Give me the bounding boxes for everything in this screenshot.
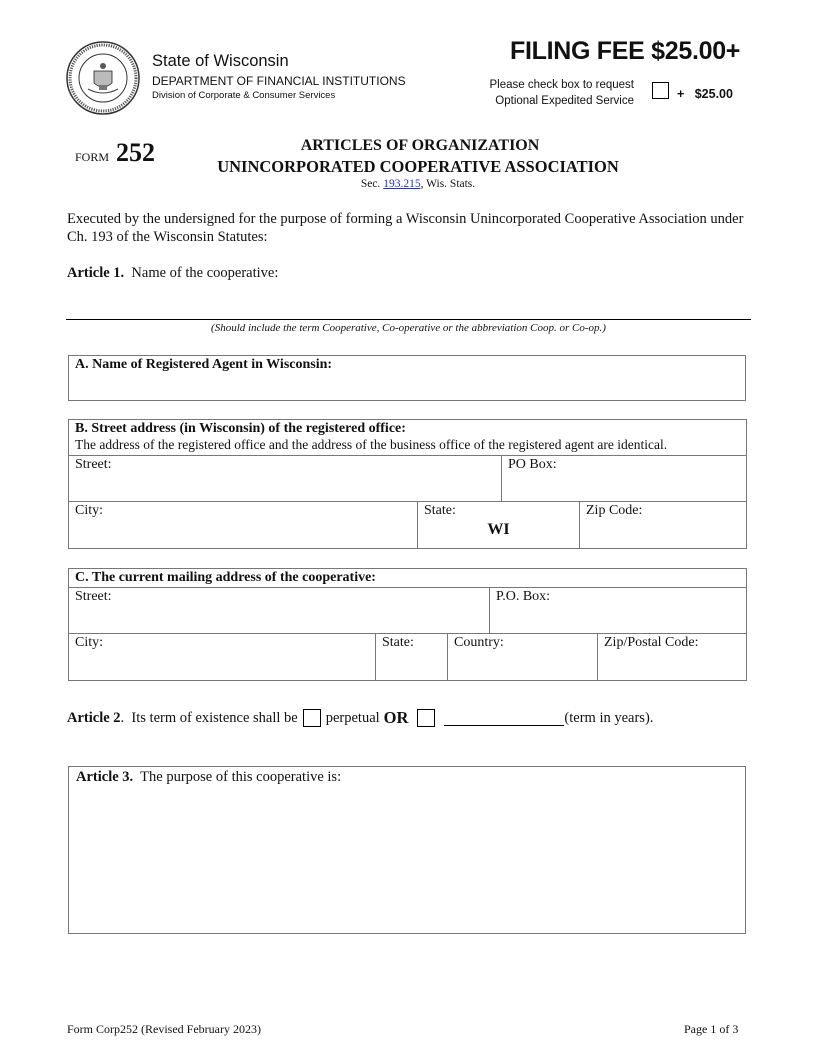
- statute-link[interactable]: 193.215: [383, 178, 421, 190]
- article-2: [67, 708, 653, 728]
- form-number: 252: [116, 138, 155, 167]
- section-c-zip-field[interactable]: [598, 634, 747, 681]
- section-b-state-field: [418, 502, 580, 549]
- section-b-header: [69, 420, 747, 456]
- section-b-subtitle: The address of the registered office and the address of the business office of the registered agent are identical.: [75, 437, 668, 452]
- section-c-city-field[interactable]: [69, 634, 376, 681]
- expedite-fee: + $25.00: [677, 87, 733, 101]
- expedited-service-checkbox[interactable]: [652, 82, 669, 99]
- form-title-line1: ARTICLES OF ORGANIZATION: [300, 137, 540, 154]
- cooperative-name-field[interactable]: [66, 319, 751, 320]
- section-c-pobox-field[interactable]: [490, 588, 747, 634]
- registered-agent-field[interactable]: [69, 356, 746, 401]
- footer-page-number: Page 1 of 3: [684, 1022, 739, 1036]
- section-c-street-label: Street:: [75, 589, 112, 604]
- section-b-state-label: State:: [424, 503, 456, 518]
- agency-department: DEPARTMENT OF FINANCIAL INSTITUTIONS: [152, 74, 406, 88]
- footer-form-id: Form Corp252 (Revised February 2023): [67, 1022, 261, 1036]
- article-1-text: Name of the cooperative:: [131, 265, 279, 281]
- state-seal-logo: [66, 41, 140, 115]
- agency-state-name: State of Wisconsin: [152, 52, 289, 70]
- article-1: [67, 265, 278, 282]
- statute-reference: [268, 178, 568, 190]
- term-label: (term in years).: [564, 709, 654, 726]
- expedite-note-line2: Optional Expedited Service: [495, 95, 634, 107]
- article-3-text: The purpose of this cooperative is:: [140, 769, 342, 785]
- intro-paragraph: Executed by the undersigned for the purpose of forming a Wisconsin Unincorporated Cooperative Association under Ch. 193 of the Wisconsin Statutes:: [67, 211, 744, 245]
- section-a-box: [68, 355, 746, 401]
- term-checkbox[interactable]: [417, 709, 435, 727]
- section-c-country-field[interactable]: [448, 634, 598, 681]
- section-b-pobox-label: PO Box:: [508, 457, 557, 472]
- section-b-street-field[interactable]: [69, 456, 502, 502]
- section-c-street-field[interactable]: [69, 588, 490, 634]
- agency-division: Division of Corporate & Consumer Services: [152, 90, 336, 101]
- filing-fee-heading: FILING FEE $25.00+: [510, 37, 741, 65]
- section-a-title: A. Name of Registered Agent in Wisconsin:: [75, 357, 333, 372]
- section-c-city-label: City:: [75, 635, 104, 650]
- section-c-state-field[interactable]: [376, 634, 448, 681]
- section-b-title: B. Street address (in Wisconsin) of the registered office:: [75, 421, 406, 436]
- term-years-field[interactable]: [444, 711, 564, 726]
- section-c-header: [69, 569, 747, 588]
- purpose-field[interactable]: [68, 766, 746, 934]
- section-b-city-label: City:: [75, 503, 104, 518]
- section-c-state-label: State:: [382, 635, 414, 650]
- statute-prefix: Sec.: [360, 178, 381, 190]
- section-c-zip-label: Zip/Postal Code:: [604, 635, 699, 650]
- article-2-text: . Its term of existence shall be: [120, 709, 298, 726]
- section-c-box: [68, 568, 747, 681]
- or-label: OR: [383, 708, 409, 727]
- perpetual-checkbox[interactable]: [303, 709, 321, 727]
- section-b-zip-label: Zip Code:: [586, 503, 643, 518]
- section-b-zip-field[interactable]: [580, 502, 747, 549]
- section-b-pobox-field[interactable]: [502, 456, 747, 502]
- perpetual-label: perpetual: [325, 709, 380, 726]
- article-2-label: Article 2: [67, 709, 121, 726]
- expedite-note-line1: Please check box to request: [489, 79, 634, 91]
- cooperative-name-hint: (Should include the term Cooperative, Co-operative or the abbreviation Coop. or Co-op.): [211, 322, 606, 334]
- form-label: FORM: [75, 150, 110, 164]
- section-c-title: C. The current mailing address of the cooperative:: [75, 570, 376, 585]
- article-3: [76, 769, 341, 786]
- article-3-label: Article 3.: [76, 769, 134, 785]
- section-b-box: [68, 419, 747, 549]
- article-1-label: Article 1.: [67, 265, 125, 281]
- section-b-city-field[interactable]: [69, 502, 418, 549]
- form-title-line2: UNINCORPORATED COOPERATIVE ASSOCIATION: [217, 157, 619, 176]
- expedite-note: [470, 77, 634, 109]
- section-b-street-label: Street:: [75, 457, 112, 472]
- section-b-state-value: WI: [487, 521, 510, 538]
- statute-suffix: , Wis. Stats.: [420, 178, 476, 190]
- section-c-pobox-label: P.O. Box:: [496, 589, 551, 604]
- section-c-country-label: Country:: [454, 635, 504, 650]
